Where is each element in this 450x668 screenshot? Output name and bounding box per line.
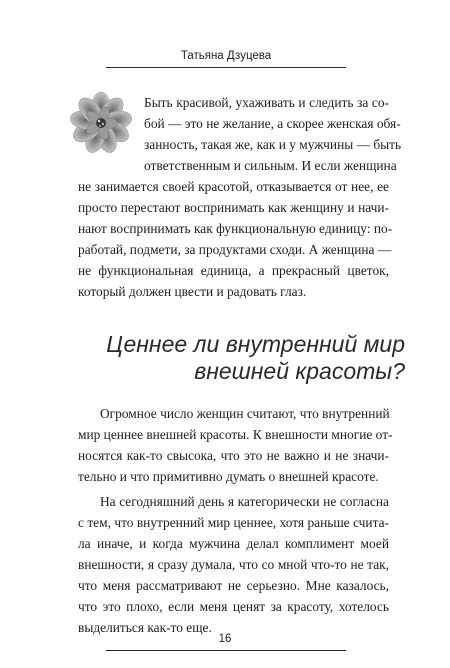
text-line: Огромное число женщин считают, что внутренний [100,406,390,421]
paragraph-3 [78,491,389,638]
section-heading-line-1: Ценнее ли внутренний мир [106,331,405,357]
text-line: не функциональная единица, а прекрасный цветок, [78,263,389,278]
text-line: с тем, что внутренний мир ценнее, хотя раньше счита- [78,515,389,530]
section-heading [60,331,405,385]
text-line: бой — это не желание, а скорее женская обя- [144,116,401,131]
header-rule [106,67,346,68]
text-line: тельно и что примитивно думать о внешней красоте. [78,469,379,484]
text-line: ла иначе, и когда мужчина делал комплимент моей [78,536,389,551]
text-line: ответственным и сильным. И если женщина [144,158,397,173]
text-line: внешности, я сразу думала, что со мной что-то не так, [78,557,389,572]
text-line: просто перестают воспринимать как женщину и начи- [78,200,389,215]
footer-rule [106,650,346,651]
text-line: На сегодняшний день я категорически не согласна [100,494,389,509]
text-line: не занимается своей красотой, отказывается от нее, ее [78,179,389,194]
page-number: 16 [218,633,232,645]
text-line: что меня рассматривают не серьезно. Мне казалось, [78,578,389,593]
text-line: носятся как-то свысока, что это не важно и не значи- [78,448,389,463]
text-line: Быть красивой, ухаживать и следить за со- [144,95,389,110]
running-head-author: Татьяна Дзуцева [180,50,272,62]
text-line: нают воспринимать как функциональную единицу: по- [78,221,393,236]
text-line: мир ценнее внешней красоты. К внешности многие от- [78,427,393,442]
paragraph-1 [78,92,402,302]
text-line: что это плохо, если меня ценят за красоту, хотелось [78,599,389,614]
text-line: работай, подмети, за продуктами сходи. А женщина — [78,242,392,257]
paragraph-2 [78,403,393,487]
text-line: который должен цвести и радовать глаз. [78,284,307,299]
text-line: выделиться как-то еще. [78,620,212,635]
section-heading-line-2: внешней красоты? [194,358,405,384]
text-line: занность, такая же, как и у мужчины — быть [144,137,402,152]
